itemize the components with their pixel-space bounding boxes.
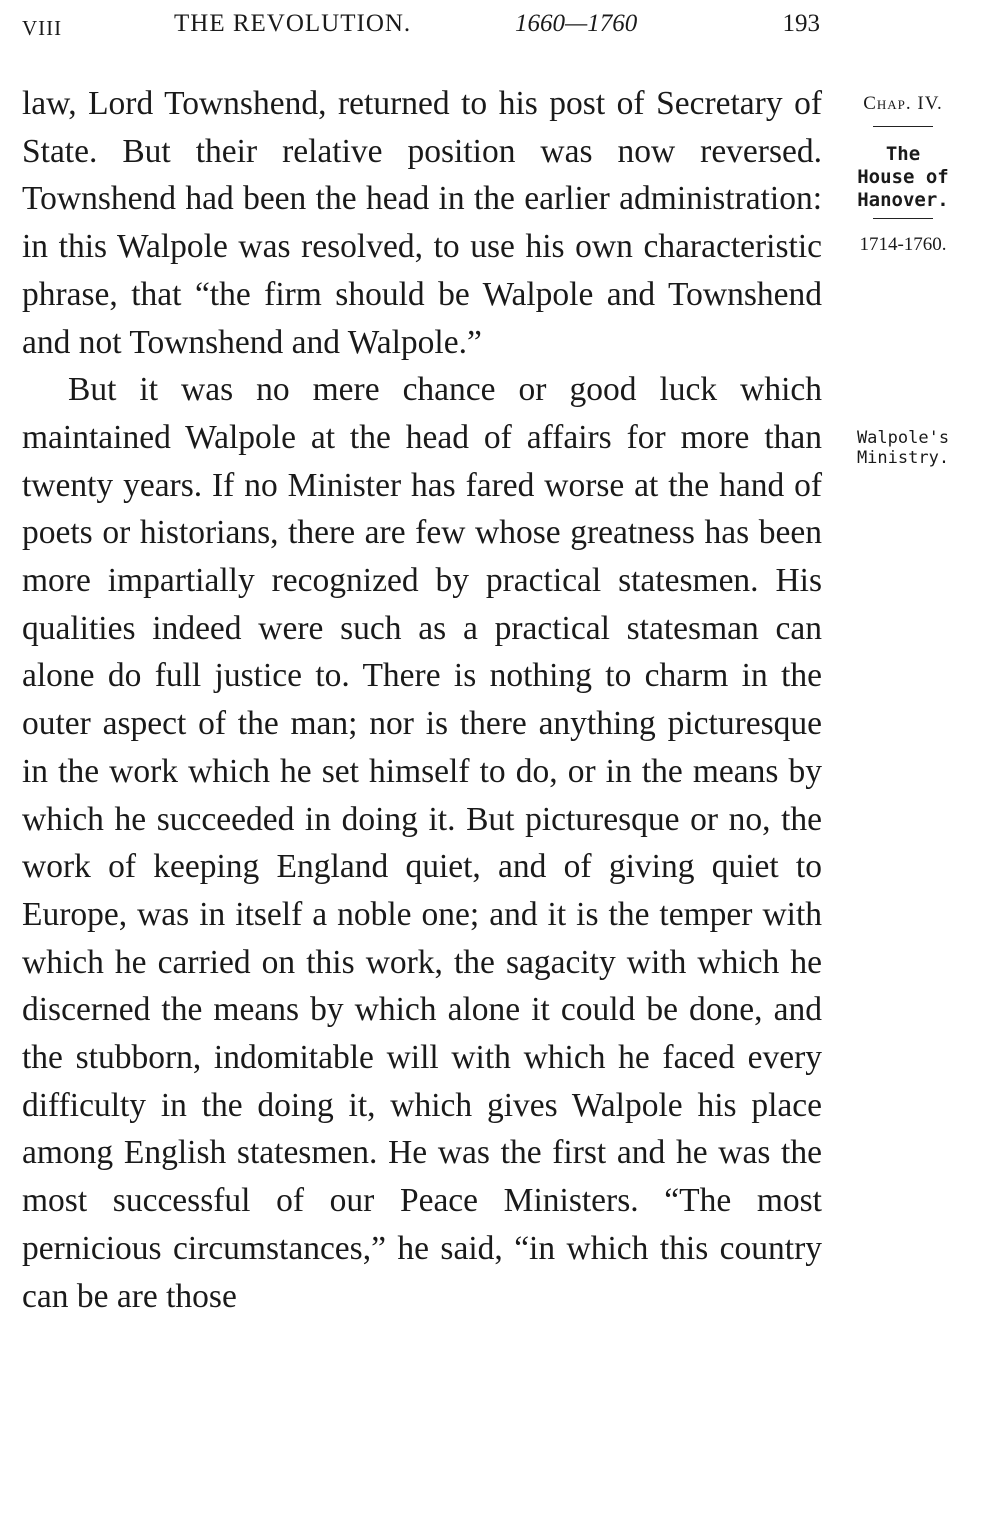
margin-note-topic bbox=[838, 143, 968, 212]
page-number: 193 bbox=[782, 10, 820, 37]
margin-note-chapter: Chap. IV. bbox=[863, 93, 943, 114]
margin-note-section-line: Ministry. bbox=[856, 448, 950, 468]
margin-note-topic-line: The bbox=[885, 143, 921, 165]
margin-rule bbox=[873, 126, 933, 127]
paragraph: But it was no mere chance or good luck which maintained Walpole at the head of affairs for more than twenty years. If no Minister has fared worse at the hand of poets or historians, there are few whose greatness has been more impartially recognized by practical statesmen. His qualities indeed were such as a practical statesman can alone do full justice to. There is nothing to charm in the outer aspect of the man; nor is there anything picturesque in the work which he set himself to do, or in the means by which he succeeded in doing it. But picturesque or no, the work of keeping England quiet, and of giving quiet to Europe, was in itself a noble one; and it is the temper with which he carried on this work, the sagacity with which he discerned the means by which alone it could be done, and the stubborn, indomitable will with which he faced every difficulty in the doing it, which gives Walpole his place among English statesmen. He was the first and he was the most successful of our Peace Ministers. “The most pernicious circumstances,” he said, “in which this country can be are those bbox=[22, 371, 822, 1315]
paragraph: law, Lord Townshend, returned to his post of Secretary of State. But their relative position was now reversed. Townshend had been the head in the earlier administration: in this Walpole was resolved, to use his own characteristic phrase, that “the firm should be Walpole and Townshend and not Townshend and Walpole.” bbox=[22, 85, 822, 361]
running-header bbox=[22, 10, 822, 46]
header-chapter-number: VIII bbox=[22, 16, 63, 40]
margin-note-years: 1714-1760. bbox=[859, 234, 947, 255]
margin-note-topic-line: House of bbox=[857, 166, 949, 188]
header-title: THE REVOLUTION. bbox=[174, 10, 412, 37]
margin-rule bbox=[873, 218, 933, 219]
margin-note-section-line: Walpole's bbox=[856, 428, 950, 448]
header-years: 1660—1760 bbox=[515, 10, 638, 37]
margin-note-topic-line: Hanover. bbox=[857, 189, 949, 211]
margin-note-section bbox=[838, 428, 968, 468]
body-text bbox=[22, 80, 822, 1320]
